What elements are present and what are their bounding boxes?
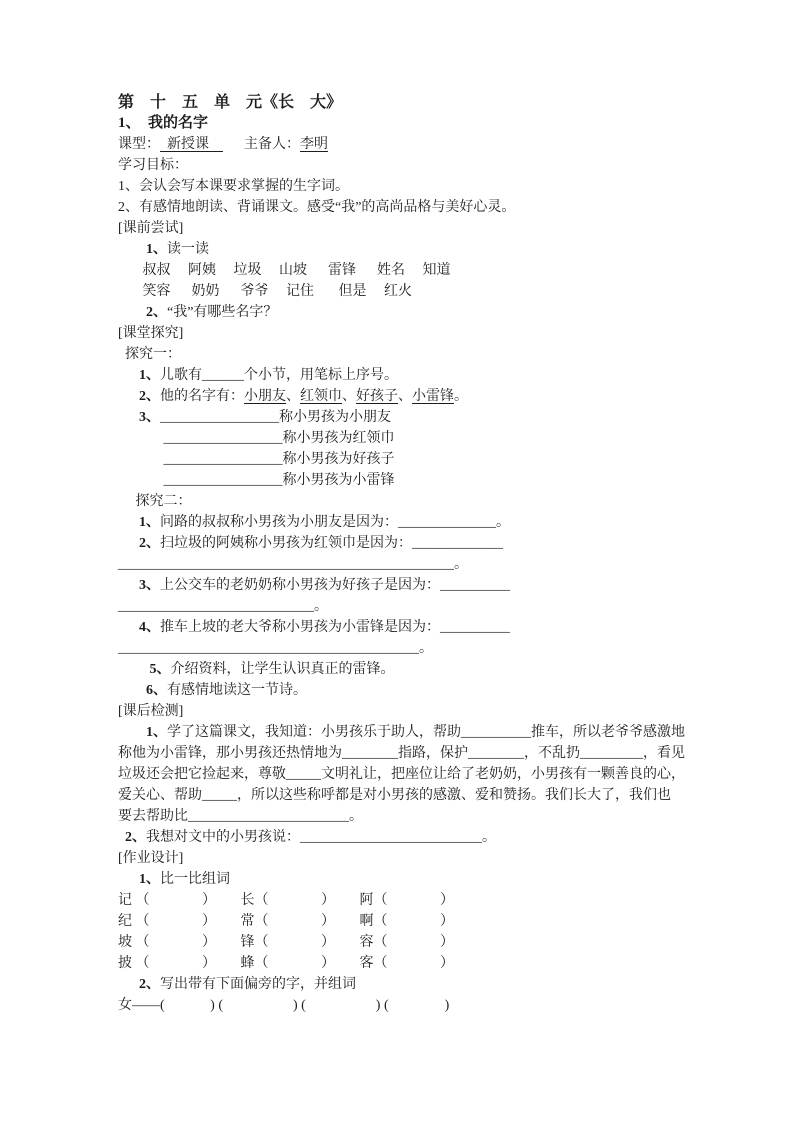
text-segment [118,725,146,740]
text-segment: “我”有哪些名字？ [167,305,278,320]
text-segment [118,620,139,635]
text-segment: 第 十 五 单 元《长 大》 [118,94,343,111]
word-list-row-2 [118,281,758,302]
text-segment: 女——( ) ( ) ( ) ( ) [118,998,450,1013]
text-segment: ________________________________________________。 [118,557,468,572]
text-segment: 读一读 [167,242,209,257]
text-segment: 称他为小雷锋，那小男孩还热情地为________指路，保护________，不乱扔_________，看见 [118,746,685,761]
text-segment: 披 （ ） 蜂（ ） 客（ ） [118,956,454,971]
text-segment: 扫垃圾的阿姨称小男孩为红领巾是因为：_____________ [160,536,503,551]
post-class-item-2 [118,827,758,848]
text-segment: 坡 （ ） 锋（ ） 容（ ） [118,935,454,950]
text-segment: 2、 [139,389,160,404]
inquiry-one-item-1 [118,365,758,386]
text-segment: 2、 [139,977,160,992]
text-segment: 2、 [125,830,146,845]
text-segment: 学习目标： [118,158,188,173]
text-segment: 垃圾还会把它捡起来，尊敬_____文明礼让，把座位让给了老奶奶，小男孩有一颗善良的心， [118,767,685,782]
text-segment: _________________称小男孩为红领巾 [118,431,395,446]
text-segment: _________________称小男孩为小朋友 [160,410,391,425]
text-segment: 1、 [139,872,160,887]
text-segment: 课型： [118,137,160,152]
inquiry-two-heading [118,491,758,512]
text-segment: 笑容 奶奶 爷爷 记住 但是 红火 [118,284,412,299]
objective-item-1 [118,176,758,197]
inquiry-two-item-3 [118,575,758,596]
text-segment [118,368,139,383]
word-compare-row-3 [118,932,758,953]
word-compare-row-4 [118,953,758,974]
text-segment: 3、 [139,410,160,425]
text-segment: 推车上坡的老大爷称小男孩为小雷锋是因为：__________ [160,620,510,635]
text-segment [118,683,146,698]
text-segment: [课堂探究] [118,326,184,341]
word-list-row-1 [118,260,758,281]
post-class-item-1-line-5 [118,806,758,827]
text-segment: 、 [342,389,356,404]
inquiry-two-item-5 [118,659,758,680]
inquiry-two-item-3-blank [118,596,758,617]
text-segment [118,242,146,257]
text-segment: 、 [398,389,412,404]
text-segment: 有感情地读这一节诗。 [167,683,307,698]
text-segment: 2、 [146,305,167,320]
inquiry-one-item-3a [118,407,758,428]
text-segment: ___________________________________________。 [118,641,433,656]
text-segment [118,662,150,677]
text-segment: 1、 [146,725,167,740]
text-segment: 我想对文中的小男孩说：__________________________。 [146,830,496,845]
underlined-text: 小雷锋 [412,389,454,404]
post-class-item-1-line-1 [118,722,758,743]
text-segment [118,830,125,845]
course-info-line [118,134,758,155]
section-header-pre-class [118,218,758,239]
text-segment: 1、会认会写本课要求掌握的生字词。 [118,179,349,194]
unit-title [118,92,758,113]
underlined-text: 小朋友 [244,389,286,404]
inquiry-one-heading [118,344,758,365]
text-segment: _________________称小男孩为好孩子 [118,452,395,467]
section-header-homework [118,848,758,869]
inquiry-one-item-2 [118,386,758,407]
text-segment: 爱关心、帮助_____，所以这些称呼都是对小男孩的感激、爱和赞扬。我们长大了，我们也 [118,788,671,803]
word-compare-row-2 [118,911,758,932]
text-segment: 6、 [146,683,167,698]
inquiry-one-item-3d [118,470,758,491]
text-segment: 5、 [149,662,171,677]
homework-item-1 [118,869,758,890]
inquiry-two-item-6 [118,680,758,701]
text-segment: 介绍资料，让学生认识真正的雷锋。 [170,662,395,677]
text-segment: 1、 [139,515,160,530]
text-segment: 探究一： [118,347,181,362]
inquiry-two-item-2 [118,533,758,554]
text-segment [118,515,139,530]
text-segment: 2、有感情地朗读、背诵课文。感受“我”的高尚品格与美好心灵。 [118,200,516,215]
text-segment: 、 [286,389,300,404]
text-segment: 1、 [146,242,167,257]
text-segment: _________________称小男孩为小雷锋 [118,473,395,488]
text-segment [118,305,146,320]
lesson-title [118,113,758,134]
radical-exercise-row [118,995,758,1016]
inquiry-one-item-3b [118,428,758,449]
text-segment: 纪 （ ） 常（ ） 啊（ ） [118,914,454,929]
text-segment: 比一比组词 [160,872,230,887]
text-segment [118,389,139,404]
text-segment [118,578,139,593]
inquiry-two-item-4 [118,617,758,638]
text-segment [118,410,139,425]
inquiry-two-item-1 [118,512,758,533]
underlined-text: 好孩子 [356,389,398,404]
text-segment: 儿歌有______个小节，用笔标上序号。 [160,368,398,383]
objectives-heading [118,155,758,176]
text-segment: 1、 [139,368,160,383]
inquiry-two-item-2-blank [118,554,758,575]
text-segment: 写出带有下面偏旁的字，并组词 [160,977,356,992]
text-segment: 2、 [139,536,160,551]
section-header-post-class [118,701,758,722]
text-segment [118,872,139,887]
post-class-item-1-line-4 [118,785,758,806]
section-header-class-inquiry [118,323,758,344]
pre-class-item-2 [118,302,758,323]
text-segment: 探究二： [118,494,192,509]
text-segment: 上公交车的老奶奶称小男孩为好孩子是因为：__________ [160,578,510,593]
text-segment: 4、 [139,620,160,635]
inquiry-two-item-4-blank [118,638,758,659]
text-segment: 1、 我的名字 [118,115,209,131]
text-segment: ____________________________。 [118,599,328,614]
pre-class-item-1 [118,239,758,260]
text-segment: 。 [454,389,468,404]
lesson-preparer-value: 李明 [300,137,328,152]
word-compare-row-1 [118,890,758,911]
text-segment [118,977,139,992]
text-segment: 他的名字有： [160,389,244,404]
text-segment: 主备人： [223,137,300,152]
course-type-value: 新授课 [160,137,223,152]
inquiry-one-item-3c [118,449,758,470]
text-segment: 学了这篇课文，我知道：小男孩乐于助人，帮助__________推车，所以老爷爷感激地 [167,725,685,740]
text-segment: 3、 [139,578,160,593]
text-segment: [课前尝试] [118,221,184,236]
text-segment: [作业设计] [118,851,184,866]
post-class-item-1-line-3 [118,764,758,785]
post-class-item-1-line-2 [118,743,758,764]
text-segment: [课后检测] [118,704,184,719]
text-segment: 要去帮助比_______________________。 [118,809,363,824]
underlined-text: 红领巾 [300,389,342,404]
homework-item-2 [118,974,758,995]
objective-item-2 [118,197,758,218]
text-segment: 叔叔 阿姨 垃圾 山坡 雷锋 姓名 知道 [118,263,451,278]
text-segment [118,536,139,551]
document-content [118,92,758,1016]
text-segment: 问路的叔叔称小男孩为小朋友是因为：______________。 [160,515,510,530]
text-segment: 记 （ ） 长（ ） 阿（ ） [118,893,454,908]
